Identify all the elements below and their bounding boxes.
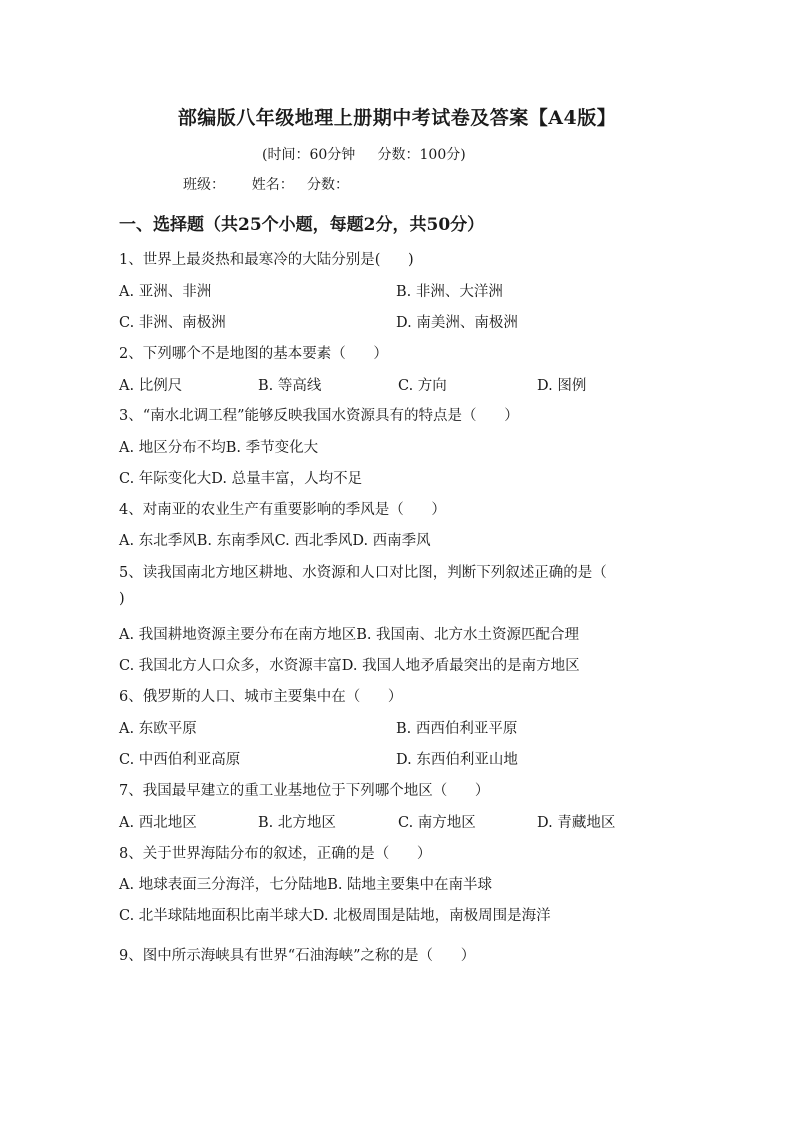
question-stem: 8、关于世界海陆分布的叙述，正确的是（ ） [119,846,432,862]
option-a: A. 亚洲、非洲 [119,284,212,300]
question-stem: 6、俄罗斯的人口、城市主要集中在（ ） [119,689,403,705]
option-d: D. 图例 [537,378,587,394]
question-stem: 1、世界上最炎热和最寒冷的大陆分别是( ) [119,252,414,268]
option-c: C. 南方地区 [398,815,476,831]
option-cd: C. 北半球陆地面积比南半球大D. 北极周围是陆地，南极周围是海洋 [119,908,551,924]
option-b: B. 北方地区 [258,815,336,831]
option-d: D. 东西伯利亚山地 [396,752,518,768]
option-b: B. 非洲、大洋洲 [396,284,503,300]
option-d: D. 青藏地区 [537,815,616,831]
question-stem: 9、图中所示海峡具有世界“石油海峡”之称的是（ ） [119,948,476,964]
option-a: A. 西北地区 [119,815,197,831]
question-stem-continued: ) [119,591,125,607]
option-ab: A. 我国耕地资源主要分布在南方地区B. 我国南、北方水土资源匹配合理 [119,627,580,643]
option-cd: C. 年际变化大D. 总量丰富，人均不足 [119,471,363,487]
question-stem: 3、“南水北调工程”能够反映我国水资源具有的特点是（ ） [119,408,519,424]
option-cd: C. 我国北方人口众多，水资源丰富D. 我国人地矛盾最突出的是南方地区 [119,658,580,674]
option-ab: A. 地区分布不均B. 季节变化大 [119,440,319,456]
question-stem: 7、我国最早建立的重工业基地位于下列哪个地区（ ） [119,783,490,799]
option-c: C. 非洲、南极洲 [119,315,226,331]
question-stem: 2、下列哪个不是地图的基本要素（ ） [119,346,388,362]
option-c: C. 方向 [398,378,447,394]
question-stem: 4、对南亚的农业生产有重要影响的季风是（ ） [119,502,446,518]
option-a: A. 东欧平原 [119,721,197,737]
option-abcd: A. 东北季风B. 东南季风C. 西北季风D. 西南季风 [119,533,431,549]
section-title: 一、选择题（共25个小题，每题2分，共50分） [119,215,485,235]
page-title: 部编版八年级地理上册期中考试卷及答案【A4版】 [177,107,617,129]
option-c: C. 中西伯利亚高原 [119,752,241,768]
option-b: B. 等高线 [258,378,322,394]
exam-meta: (时间：60分钟 分数：100分) [262,147,466,163]
option-b: B. 西西伯利亚平原 [396,721,518,737]
student-info-fields: 班级： 姓名： 分数： [183,177,350,193]
option-ab: A. 地球表面三分海洋，七分陆地B. 陆地主要集中在南半球 [119,877,493,893]
option-d: D. 南美洲、南极洲 [396,315,518,331]
option-a: A. 比例尺 [119,378,183,394]
question-stem: 5、读我国南北方地区耕地、水资源和人口对比图，判断下列叙述正确的是（ [119,565,607,581]
